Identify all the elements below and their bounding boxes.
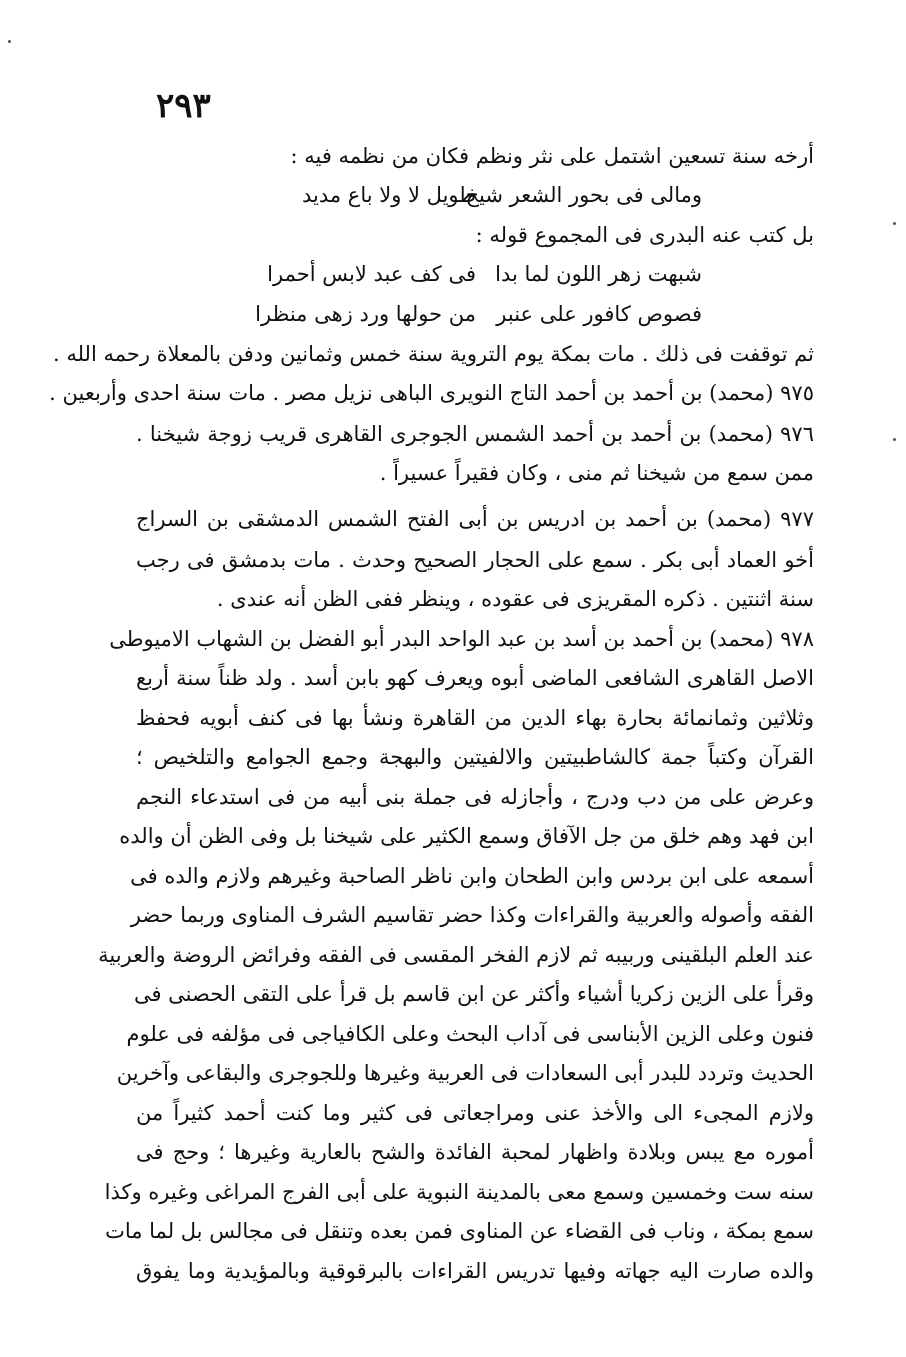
entry-978-line-10: وقرأ على الزين زكريا أشياء وأكثر عن ابن قاسم بل قرأ على التقى الحصنى فى: [133, 982, 814, 1006]
scan-speck: [893, 438, 896, 441]
text-line-3: ثم توقفت فى ذلك . مات بمكة يوم التروية سنة خمس وثمانين ودفن بالمعلاة رحمه الله .: [52, 342, 814, 366]
verse-1-second-hemistich: طويل لا ولا باع مديد: [301, 183, 476, 207]
scan-speck: [8, 40, 11, 43]
entry-975: ٩٧٥ (محمد) بن أحمد بن أحمد التاج النويرى الباهى نزيل مصر . مات سنة احدى وأربعين .: [49, 381, 814, 405]
entry-978-line-8: الفقه وأصوله والعربية والقراءات وكذا حضر تقاسيم الشرف المناوى وربما حضر: [130, 903, 814, 927]
entry-976-line-1: ٩٧٦ (محمد) بن أحمد بن أحمد الشمس الجوجرى القاهرى قريب زوجة شيخنا .: [136, 422, 814, 446]
verse-2-second-hemistich: فى كف عبد لابس أحمرا: [267, 262, 476, 286]
entry-978-line-6: ابن فهد وهم خلق من جل الآفاق وسمع الكثير على شيخنا بل وفى الظن أن والده: [119, 824, 814, 848]
entry-978-line-12: الحديث وتردد للبدر أبى السعادات فى العربية وغيرها وللجوجرى والبقاعى وآخرين: [116, 1061, 814, 1085]
verse-3-second-hemistich: من حولها ورد زهى منظرا: [255, 302, 476, 326]
verse-3-first-hemistich: فصوص كافور على عنبر: [496, 302, 702, 326]
entry-978-line-3: وثلاثين وثمانمائة بحارة بهاء الدين من القاهرة ونشأ بها فى كنف أبويه فحفظ: [136, 706, 814, 730]
entry-978-line-17: والده صارت اليه جهاته وفيها تدريس القراءات بالبرقوقية وبالمؤيدية وما يفوق: [136, 1259, 814, 1283]
page-number: ٢٩٣: [156, 86, 211, 126]
entry-978-line-14: أموره مع يبس وبلادة واظهار لمحبة الفائدة والشح بالعارية وغيرها ؛ وحج فى: [136, 1140, 814, 1164]
text-line-2: بل كتب عنه البدرى فى المجموع قوله :: [475, 223, 814, 247]
scan-speck: [893, 222, 896, 225]
entry-978-line-11: فنون وعلى الزين الأبناسى فى آداب البحث وعلى الكافياجى فى مؤلفه فى علوم: [126, 1022, 814, 1046]
entry-978-line-1: ٩٧٨ (محمد) بن أحمد بن أسد بن عبد الواحد البدر أبو الفضل بن الشهاب الاميوطى: [109, 627, 814, 651]
entry-978-line-4: القرآن وكتباً جمة كالشاطبيتين والالفيتين والبهجة وجمع الجوامع والتلخيص ؛: [136, 745, 814, 769]
entry-976-line-2: ممن سمع من شيخنا ثم منى ، وكان فقيراً عسيراً .: [379, 461, 814, 485]
entry-978-line-2: الاصل القاهرى الشافعى الماضى أبوه ويعرف كهو بابن أسد . ولد ظناً سنة أربع: [136, 666, 814, 690]
entry-978-line-13: ولازم المجىء الى والأخذ عنى ومراجعاتى فى كثير وما كنت أحمد كثيراً من: [136, 1101, 814, 1125]
entry-978-line-15: سنه ست وخمسين وسمع معى بالمدينة النبوية على أبى الفرج المراغى وغيره وكذا: [104, 1180, 814, 1204]
entry-978-line-5: وعرض على من دب ودرج ، وأجازله فى جملة بنى أبيه من فى استدعاء النجم: [136, 785, 814, 809]
entry-977-line-3: سنة اثنتين . ذكره المقريزى فى عقوده ، وينظر ففى الظن أنه عندى .: [216, 587, 814, 611]
entry-978-line-9: عند العلم البلقينى وربيبه ثم لازم الفخر المقسى فى الفقه وفرائض الروضة والعربية: [98, 943, 814, 967]
entry-977-line-2: أخو العماد أبى بكر . سمع على الحجار الصحيح وحدث . مات بدمشق فى رجب: [136, 548, 814, 572]
entry-978-line-7: أسمعه على ابن بردس وابن الطحان وابن ناظر الصاحبة وغيرهم ولازم والده فى: [130, 864, 814, 888]
entry-978-line-16: سمع بمكة ، وناب فى القضاء عن المناوى فمن بعده وتنقل فى مجالس بل لما مات: [105, 1219, 814, 1243]
text-line-1: أرخه سنة تسعين اشتمل على نثر ونظم فكان من نظمه فيه :: [290, 144, 814, 168]
entry-977-line-1: ٩٧٧ (محمد) بن أحمد بن ادريس بن أبى الفتح الشمس الدمشقى بن السراج: [136, 507, 814, 531]
verse-1-first-hemistich: ومالى فى بحور الشعر شيخ: [465, 183, 702, 207]
verse-2-first-hemistich: شبهت زهر اللون لما بدا: [495, 262, 702, 286]
